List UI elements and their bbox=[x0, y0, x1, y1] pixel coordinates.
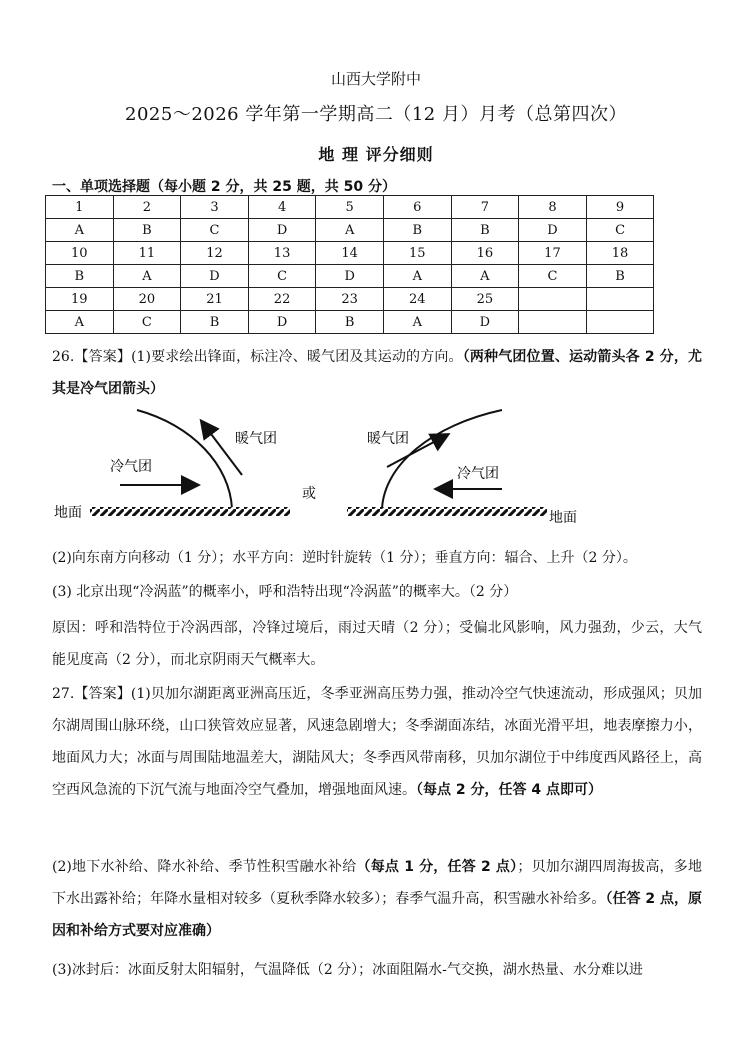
q26-part3-reason: 原因：呼和浩特位于冷涡西部，冷锋过境后，雨过天晴（2 分）；受偏北风影响，风力强劲，少云，大气能见度高（2 分），而北京阴雨天气概率大。 bbox=[52, 620, 702, 668]
answer-table-cell: 9 bbox=[586, 196, 654, 219]
answer-table-cell: D bbox=[519, 219, 587, 242]
answer-table-cell: 12 bbox=[181, 242, 249, 265]
answer-table-row bbox=[46, 288, 654, 311]
answer-table-cell: 19 bbox=[46, 288, 114, 311]
answer-table-cell: 14 bbox=[316, 242, 384, 265]
answer-table-cell: 21 bbox=[181, 288, 249, 311]
answer-table-cell: B bbox=[113, 219, 181, 242]
q27-part2-scoring-b: （任答 2 点，原因和补给方式要对应准确） bbox=[52, 891, 703, 939]
answer-table-cell: 25 bbox=[451, 288, 519, 311]
answer-table-cell: 24 bbox=[383, 288, 451, 311]
answer-table-cell: A bbox=[46, 311, 114, 334]
warm-label-right: 暖气团 bbox=[367, 431, 409, 447]
answer-table-cell: 22 bbox=[248, 288, 316, 311]
front-diagram-right bbox=[347, 410, 577, 526]
answer-table-cell: 15 bbox=[383, 242, 451, 265]
q27-part2-text-a: (2)地下水补给、降水补给、季节性积雪融水补给 bbox=[52, 859, 357, 875]
cold-label-right: 冷气团 bbox=[457, 466, 499, 482]
q26-part2: (2)向东南方向移动（1 分）；水平方向：逆时针旋转（1 分）；垂直方向：辐合、上升（2 分）。 bbox=[52, 550, 637, 566]
answer-table-cell: 17 bbox=[519, 242, 587, 265]
answer-table-cell bbox=[519, 311, 587, 334]
ground-label-left: 地面 bbox=[54, 505, 82, 521]
answer-table-cell bbox=[586, 288, 654, 311]
answer-table-row bbox=[46, 196, 654, 219]
answer-table-cell: B bbox=[383, 219, 451, 242]
ground-left bbox=[90, 507, 290, 516]
answer-table-cell: B bbox=[316, 311, 384, 334]
answer-table-cell: 3 bbox=[181, 196, 249, 219]
answer-table-cell: A bbox=[383, 265, 451, 288]
answer-table-row bbox=[46, 219, 654, 242]
q26-part1-text: 26.【答案】(1)要求绘出锋面，标注冷、暖气团及其运动的方向。 bbox=[52, 349, 463, 365]
q27-part1 bbox=[52, 678, 702, 806]
ground-label-right: 地面 bbox=[549, 510, 577, 526]
answer-table-cell: 23 bbox=[316, 288, 384, 311]
answer-table-cell: 16 bbox=[451, 242, 519, 265]
front-diagram bbox=[52, 405, 612, 535]
answer-table-cell: C bbox=[586, 219, 654, 242]
front-diagram-left bbox=[54, 410, 290, 521]
answer-table-cell: 6 bbox=[383, 196, 451, 219]
answer-table-cell bbox=[519, 288, 587, 311]
answer-table-row bbox=[46, 242, 654, 265]
q27-part1-text: 27.【答案】(1)贝加尔湖距离亚洲高压近，冬季亚洲高压势力强，推动冷空气快速流动，形成强风；贝加尔湖周围山脉环绕，山口狭管效应显著，风速急剧增大；冬季湖面冻结，冰面光滑平坦，地表摩擦力小，地面风力大；冰面与周围陆地温差大，湖陆风大；冬季西风带南移，贝加尔湖位于中纬度西风路径上，高空西风急流的下沉气流与地面冷空气叠加，增强地面风速。 bbox=[52, 686, 702, 798]
q27-part2-text-b: ；贝加尔湖四周海拔高，多地下水出露补给；年降水量相对较多（夏秋季降水较多）；春季气温升高，积雪融水补给多。 bbox=[52, 859, 702, 907]
q27-part3: (3)冰封后：冰面反射太阳辐射，气温降低（2 分）；冰面阻隔水-气交换，湖水热量、水分难以进 bbox=[52, 962, 643, 978]
answer-table-cell: 10 bbox=[46, 242, 114, 265]
answer-table-cell: 2 bbox=[113, 196, 181, 219]
school-name: 山西大学附中 bbox=[330, 70, 421, 88]
answer-table-cell: D bbox=[451, 311, 519, 334]
answer-table-cell: D bbox=[316, 265, 384, 288]
answer-table-cell: 11 bbox=[113, 242, 181, 265]
answer-table-cell: 4 bbox=[248, 196, 316, 219]
answer-table-cell: A bbox=[113, 265, 181, 288]
q26-part3: (3) 北京出现“冷涡蓝”的概率小，呼和浩特出现“冷涡蓝”的概率大。（2 分） bbox=[52, 584, 518, 600]
warm-arrow-left bbox=[202, 422, 242, 475]
answer-table-cell: 20 bbox=[113, 288, 181, 311]
answer-table-cell: 1 bbox=[46, 196, 114, 219]
ground-right bbox=[347, 507, 547, 516]
q27-part1-scoring: （每点 2 分，任答 4 点即可） bbox=[416, 782, 602, 798]
q27-part2-scoring-a: （每点 1 分，任答 2 点） bbox=[356, 859, 518, 875]
answer-table-cell: 8 bbox=[519, 196, 587, 219]
answer-table bbox=[45, 195, 654, 334]
or-label: 或 bbox=[302, 486, 316, 502]
answer-table-cell: 13 bbox=[248, 242, 316, 265]
answer-table-cell: A bbox=[316, 219, 384, 242]
answer-table-cell: B bbox=[181, 311, 249, 334]
answer-table-cell: C bbox=[519, 265, 587, 288]
answer-table-cell: C bbox=[113, 311, 181, 334]
exam-title: 2025～2026 学年第一学期高二（12 月）月考（总第四次） bbox=[125, 104, 627, 125]
answer-table-cell: C bbox=[248, 265, 316, 288]
q26-part1-scoring: （两种气团位置、运动箭头各 2 分，尤其是冷气团箭头） bbox=[52, 349, 702, 397]
warm-label-left: 暖气团 bbox=[235, 431, 277, 447]
answer-table-cell: D bbox=[248, 219, 316, 242]
answer-table-cell: C bbox=[181, 219, 249, 242]
answer-table-row bbox=[46, 311, 654, 334]
q27-part2 bbox=[52, 851, 702, 947]
answer-table-cell: A bbox=[451, 265, 519, 288]
answer-table-cell: 18 bbox=[586, 242, 654, 265]
answer-table-cell: B bbox=[46, 265, 114, 288]
section1-title: 一、单项选择题（每小题 2 分，共 25 题，共 50 分） bbox=[52, 179, 396, 195]
subject-title: 地 理 评分细则 bbox=[318, 145, 434, 164]
answer-table-cell: D bbox=[248, 311, 316, 334]
answer-table-cell: B bbox=[451, 219, 519, 242]
answer-table-cell: 5 bbox=[316, 196, 384, 219]
answer-table-cell: D bbox=[181, 265, 249, 288]
answer-table-cell: A bbox=[383, 311, 451, 334]
answer-table-row bbox=[46, 265, 654, 288]
answer-table-cell: B bbox=[586, 265, 654, 288]
answer-table-cell bbox=[586, 311, 654, 334]
answer-table-cell: A bbox=[46, 219, 114, 242]
answer-table-cell: 7 bbox=[451, 196, 519, 219]
q26-part1 bbox=[52, 341, 702, 405]
cold-label-left: 冷气团 bbox=[110, 459, 152, 475]
